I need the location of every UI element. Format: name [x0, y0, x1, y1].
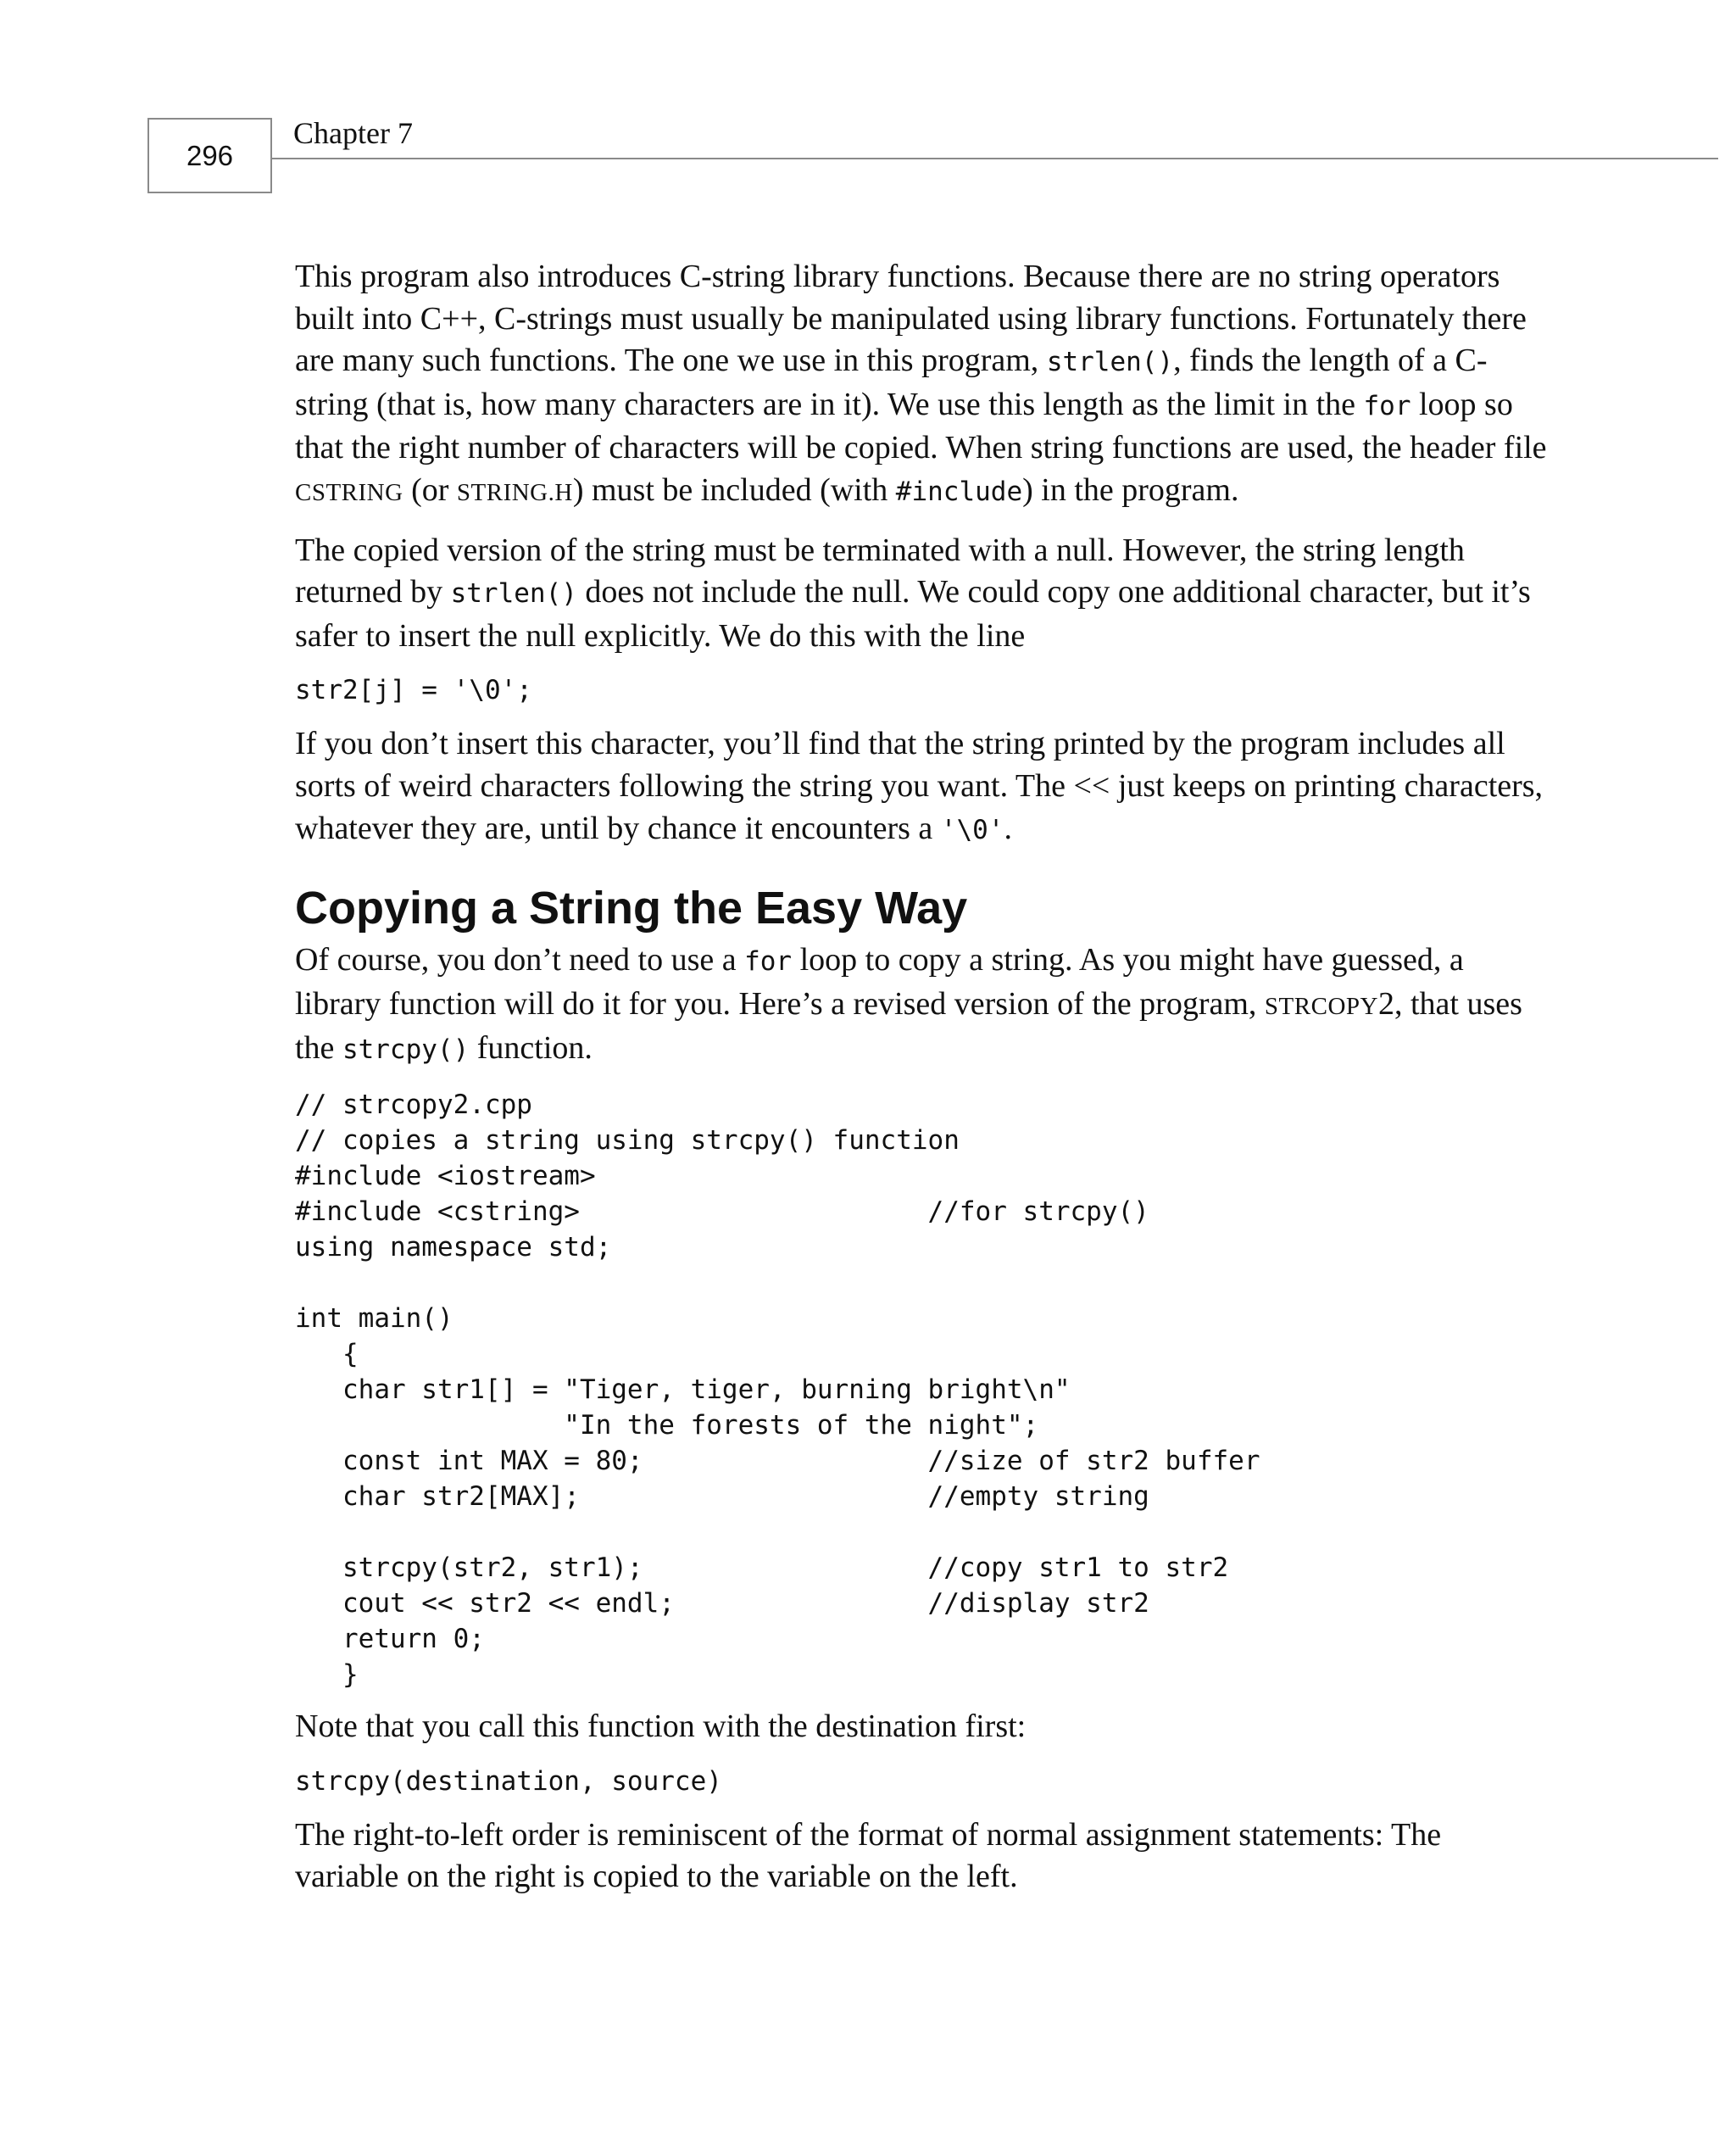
inline-code: #include [895, 476, 1023, 507]
text: function. [469, 1030, 593, 1067]
inline-code: strlen() [1046, 347, 1174, 378]
paragraph-strcpy-intro [295, 939, 1550, 1072]
text: . [1004, 810, 1012, 846]
text: The copied version of the string must be terminated with a null. However, the string length returned by [295, 532, 1465, 610]
text: ) in the program. [1022, 471, 1239, 508]
text: Note that you call this function with the destination first: [295, 1708, 1027, 1744]
inline-code: for [744, 946, 793, 978]
text: The right-to-left order is reminiscent of the format of normal assignment statements: The variable on the right is copied to the variable on the left. [295, 1816, 1442, 1895]
text: does not include the null. We could copy one additional character, but it’s safer to insert the null explicitly. We do this with the line [295, 574, 1531, 654]
page-content [295, 256, 1550, 1914]
small-caps-filename: STRING.H [456, 478, 573, 506]
inline-code: for [1363, 390, 1411, 421]
header-rule [272, 158, 1718, 159]
inline-code: strlen() [450, 578, 577, 610]
paragraph-weird-characters [295, 723, 1550, 851]
code-line-strcpy-signature: strcpy(destination, source) [295, 1765, 722, 1797]
paragraph-right-to-left [295, 1814, 1550, 1898]
page-number: 296 [147, 118, 272, 193]
inline-code: '\0' [940, 814, 1004, 845]
text: ) must be included (with [572, 471, 896, 508]
code-listing-strcopy2: // strcopy2.cpp // copies a string using strcpy() function #include <iostream> #include <cstring> //for strcpy() using namespace std; int main() { char str1[] = "Tiger, tiger, burning bright\n" "In the forests of the night"; const int MAX = 80; //size of str2 buffer char str2[MAX]; //empty string strcpy(str2, str1); //copy str1 to str2 cout << str2 << endl; //display str2 return 0; } [295, 1089, 1260, 1690]
text: This program also introduces C-string library functions. Because there are no string operators built into C++, C-strings must usually be manipulated using library functions. Fortunately there are many such functions. The one we use in this program, [295, 259, 1527, 379]
text: 2, that uses the [295, 985, 1522, 1067]
section-heading: Copying a String the Easy Way [295, 883, 968, 934]
text: loop so that the right number of characters will be copied. When string functions are used, the header file [295, 386, 1547, 466]
paragraph-destination-first [295, 1706, 1550, 1748]
small-caps-filename: CSTRING [295, 478, 403, 506]
text: If you don’t insert this character, you’ll find that the string printed by the program includes all sorts of weird characters following the string you want. The << just keeps on printing characters, whatever they are, until by chance it encounters a [295, 726, 1544, 846]
inline-code: strcpy() [342, 1034, 470, 1066]
text: , finds the length of a C-string (that is, how many characters are in it). We use this length as the limit in the [295, 343, 1488, 422]
code-line-null-insert: str2[j] = '\0'; [295, 675, 532, 706]
paragraph-null-terminator [295, 530, 1550, 658]
text: loop to copy a string. As you might have guessed, a library function will do it for you. Here’s a revised version of the program, [295, 942, 1464, 1022]
small-caps-program-name: STRCOPY [1264, 992, 1378, 1020]
text: (or [403, 471, 457, 508]
chapter-title: Chapter 7 [293, 116, 413, 150]
text: Of course, you don’t need to use a [295, 942, 745, 978]
paragraph-cstring-functions [295, 256, 1550, 515]
